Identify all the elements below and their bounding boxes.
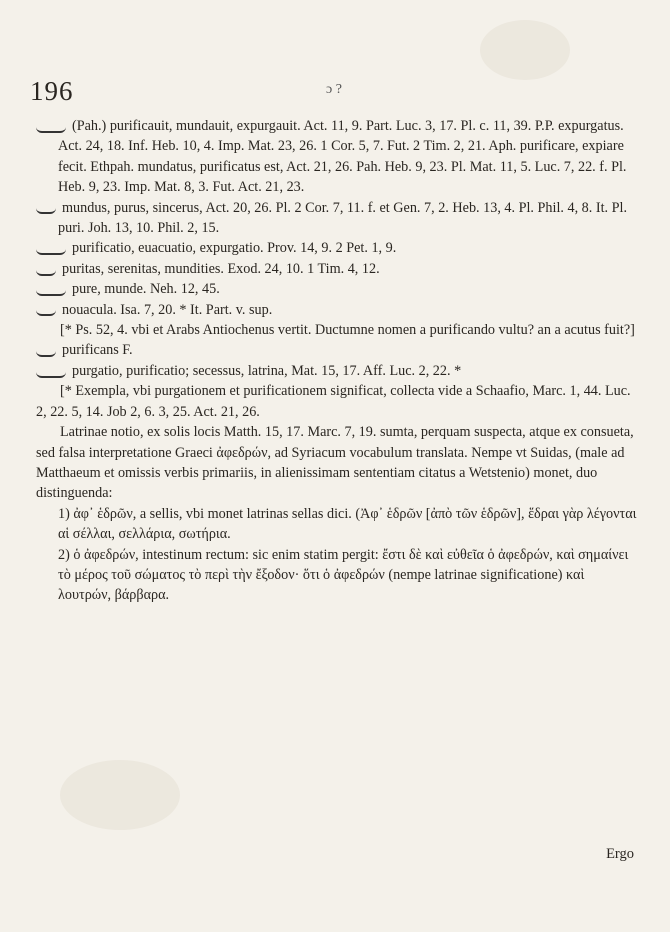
line-text: purgatio, purificatio; secessus, latrina, Mat. 15, 17. Aff. Luc. 2, 22. * [72, 362, 462, 379]
signature-mark: ɔ ? [326, 82, 342, 97]
dictionary-entry [36, 300, 640, 320]
syriac-headword [36, 366, 66, 378]
paper-stain [480, 20, 570, 80]
catchword: Ergo [606, 846, 634, 862]
dictionary-entry [36, 116, 640, 198]
syriac-headword [36, 202, 56, 214]
line-text: (Pah.) purificauit, mundauit, expurgauit. Act. 11, 9. Part. Luc. 3, 17. Pl. c. 11, 39. P.P. expurgatus. Act. 24, 18. Inf. Heb. 10, 4. Imp. Mat. 23, 26. 1 Cor. 5, 7. Fut. 2 Tim. 2, 21. Aph. purificare, expiare fecit. Ethpah. mundatus, purificatus est, Act. 21, 26. Pah. Heb. 9, 23. Pl. Mat. 11, 5. Luc. 7, 22. f. Pl. Heb. 9, 23. Imp. Mat. 8, 3. Fut. Act. 21, 23. [58, 118, 627, 196]
editor-note [36, 320, 640, 340]
line-text: [* Exempla, vbi purgationem et purificationem significat, collecta vide a Schaafio, Marc. 1, 44. Luc. 2, 22. 5, 14. Job 2, 6. 3, 25. Act. 21, 26. [36, 383, 631, 420]
dictionary-entry [36, 238, 640, 258]
syriac-headword [36, 304, 56, 316]
greek-quotation [36, 545, 640, 606]
line-text: 1) ἀφ᾽ ἑδρῶν, a sellis, vbi monet latrinas sellas dici. (Ἀφ᾽ ἑδρῶν [ἀπὸ τῶν ἑδρῶν], ἕδραι γὰρ λέγονται αἱ σέλλαι, σελλάρια, σωτήρια. [58, 505, 637, 543]
line-text: Latrinae notio, ex solis locis Matth. 15, 17. Marc. 7, 19. sumta, perquam suspecta, atque ex consueta, sed falsa interpretatione Graeci ἀφεδρών, ad Syriacum vocabulum translata. Nempe vt Suidas, (male ad Matthaeum et omissis verbis primariis, in alienissimam sententiam citatus a Wetstenio) monet, duo distinguenda: [36, 424, 634, 502]
editor-note [36, 381, 640, 422]
line-text: purificans F. [62, 342, 133, 359]
dictionary-entry [36, 198, 640, 239]
syriac-headword [36, 121, 66, 133]
line-text: purificatio, euacuatio, expurgatio. Prov. 14, 9. 2 Pet. 1, 9. [72, 240, 397, 257]
dictionary-entry [36, 279, 640, 299]
dictionary-entry [36, 340, 640, 360]
line-text: nouacula. Isa. 7, 20. * It. Part. v. sup. [62, 301, 273, 318]
line-text: [* Ps. 52, 4. vbi et Arabs Antiochenus vertit. Ductumne nomen a purificando vultu? an a acutus fuit?] [60, 322, 635, 339]
dictionary-entry [36, 259, 640, 279]
greek-quotation [36, 504, 640, 545]
editor-note [36, 422, 640, 504]
syriac-headword [36, 284, 66, 296]
page-number: 196 [30, 76, 74, 106]
line-text: mundus, purus, sincerus, Act. 20, 26. Pl. 2 Cor. 7, 11. f. et Gen. 7, 2. Heb. 13, 4. Pl. Phil. 4, 8. It. Pl. puri. Joh. 13, 10. Phil. 2, 15. [58, 199, 627, 237]
page-body [36, 116, 640, 606]
dictionary-entry [36, 361, 640, 381]
paper-stain [60, 760, 180, 830]
line-text: pure, munde. Neh. 12, 45. [72, 281, 220, 298]
syriac-headword [36, 345, 56, 357]
syriac-headword [36, 264, 56, 276]
line-text: 2) ὁ ἀφεδρών, intestinum rectum: sic enim statim pergit: ἔστι δὲ καὶ εὐθεῖα ὁ ἀφεδρών, καὶ σημαίνει τὸ μέρος τοῦ σώματος τὸ περὶ τὴν ἔξοδον· ὅτι ὁ ἀφεδρών (nempe latrinae significatione) καὶ λουτρών, βάρβαρα. [58, 546, 629, 604]
line-text: puritas, serenitas, mundities. Exod. 24, 10. 1 Tim. 4, 12. [62, 260, 380, 277]
syriac-headword [36, 243, 66, 255]
